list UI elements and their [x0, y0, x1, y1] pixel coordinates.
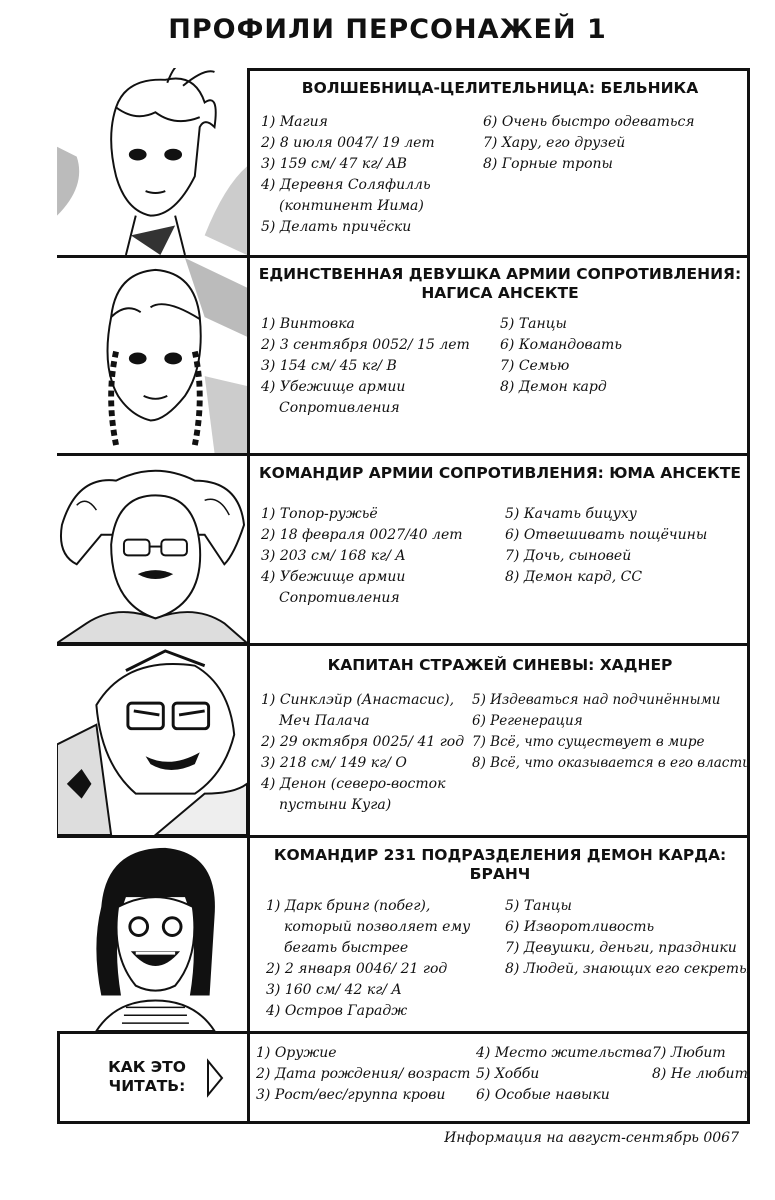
attribute-hobby: 5) Танцы [505, 898, 572, 914]
attribute-dislikes: 8) Демон кард [500, 379, 607, 395]
attribute-birthdate: 2) 29 октября 0025/ 41 год [261, 734, 465, 750]
attribute-dislikes: 8) Людей, знающих его секреты [505, 961, 751, 977]
legend-item: 5) Хобби [476, 1066, 540, 1082]
attributes-right [483, 112, 695, 175]
portrait-yuma [57, 456, 250, 643]
attribute-skill: 6) Командовать [500, 337, 622, 353]
profile-row-belnika [57, 68, 750, 258]
attribute-residence: 4) Остров Гарадж [266, 1003, 408, 1019]
legend-item: 6) Особые навыки [476, 1087, 610, 1103]
attribute-likes: 7) Дочь, сыновей [505, 548, 632, 564]
attribute-likes: 7) Хару, его друзей [483, 135, 626, 151]
attribute-stats: 3) 160 см/ 42 кг/ A [266, 982, 402, 998]
attributes-right [472, 690, 751, 774]
attributes-right [505, 504, 707, 588]
arrow-right-icon [205, 1058, 225, 1098]
legend-item: 4) Место жительства [476, 1045, 653, 1061]
attributes-right [500, 314, 622, 398]
attribute-likes: 7) Всё, что существует в мире [472, 734, 705, 750]
attribute-weapon: 1) Винтовка [261, 316, 355, 332]
attribute-skill: 6) Изворотливость [505, 919, 655, 935]
character-name: НАГИСА АНСЕКТЕ [421, 284, 579, 302]
legend-item: 8) Не любит [652, 1066, 748, 1082]
attribute-weapon-cont: Меч Палача [279, 713, 370, 729]
legend-label-line: КАК ЭТО [108, 1058, 186, 1076]
legend-row [57, 1034, 750, 1124]
legend-label-line: ЧИТАТЬ: [108, 1077, 186, 1095]
profile-row-branch [57, 838, 750, 1034]
portrait-belnika [57, 68, 250, 255]
attribute-hobby: 5) Танцы [500, 316, 567, 332]
attribute-residence-cont: (континент Иима) [279, 198, 424, 214]
info-yuma [250, 456, 750, 643]
attribute-stats: 3) 203 см/ 168 кг/ A [261, 548, 406, 564]
attribute-residence: 4) Убежище армии [261, 379, 406, 395]
info-branch [250, 838, 750, 1031]
attribute-birthdate: 2) 2 января 0046/ 21 год [266, 961, 448, 977]
attribute-hobby: 5) Делать причёски [261, 219, 412, 235]
attributes-left [261, 314, 470, 419]
profile-row-hadner [57, 646, 750, 838]
character-title: ЕДИНСТВЕННАЯ ДЕВУШКА АРМИИ СОПРОТИВЛЕНИЯ: [258, 265, 742, 283]
attribute-birthdate: 2) 3 сентября 0052/ 15 лет [261, 337, 470, 353]
character-title: КОМАНДИР АРМИИ СОПРОТИВЛЕНИЯ: ЮМА АНСЕКТЕ [258, 464, 742, 482]
legend-item: 1) Оружие [256, 1045, 337, 1061]
legend-item: 2) Дата рождения/ возраст [256, 1066, 471, 1082]
attribute-residence-cont: пустыни Куга) [279, 797, 392, 813]
attribute-residence: 4) Деревня Соляфилль [261, 177, 431, 193]
attributes-left [266, 896, 470, 1022]
attributes-left [261, 504, 463, 609]
attribute-dislikes: 8) Всё, что оказывается в его власти [472, 755, 751, 771]
character-title: КОМАНДИР 231 ПОДРАЗДЕЛЕНИЯ ДЕМОН КАРДА: [273, 846, 727, 864]
portrait-branch [57, 838, 250, 1031]
attribute-hobby: 5) Издеваться над подчинёнными [472, 692, 721, 708]
attribute-stats: 3) 218 см/ 149 кг/ O [261, 755, 407, 771]
legend-label-box [57, 1034, 250, 1124]
legend-col-3 [652, 1043, 748, 1085]
legend-col-2 [476, 1043, 652, 1106]
character-name: БРАНЧ [469, 865, 531, 883]
attribute-skill: 6) Очень быстро одеваться [483, 114, 695, 130]
attribute-dislikes: 8) Демон кард, СС [505, 569, 643, 585]
attribute-weapon-cont-2: бегать быстрее [284, 940, 409, 956]
attribute-weapon: 1) Магия [261, 114, 328, 130]
attribute-weapon: 1) Синклэйр (Анастасис), [261, 692, 455, 708]
page-title: ПРОФИЛИ ПЕРСОНАЖЕЙ 1 [168, 14, 607, 45]
legend-label [102, 1058, 192, 1096]
attribute-residence: 4) Убежище армии [261, 569, 406, 585]
attribute-likes: 7) Семью [500, 358, 570, 374]
attribute-skill: 6) Регенерация [472, 713, 583, 729]
profile-row-nagisa [57, 258, 750, 456]
profile-row-yuma [57, 456, 750, 646]
info-nagisa [250, 258, 750, 453]
attributes-right [505, 896, 750, 980]
attribute-birthdate: 2) 8 июля 0047/ 19 лет [261, 135, 435, 151]
attributes-left [261, 112, 435, 238]
footer-note: Информация на август-сентябрь 0067 [444, 1130, 739, 1146]
attribute-weapon: 1) Топор-ружьё [261, 506, 378, 522]
attribute-weapon: 1) Дарк бринг (побег), [266, 898, 431, 914]
character-title: КАПИТАН СТРАЖЕЙ СИНЕВЫ: ХАДНЕР [327, 656, 673, 674]
attribute-weapon-cont: который позволяет ему [284, 919, 471, 935]
legend-item: 7) Любит [652, 1045, 726, 1061]
attribute-skill: 6) Отвешивать пощёчины [505, 527, 708, 543]
attribute-likes: 7) Девушки, деньги, праздники [505, 940, 737, 956]
attributes-left [261, 690, 464, 816]
info-hadner [250, 646, 750, 835]
attribute-dislikes: 8) Горные тропы [483, 156, 613, 172]
attribute-residence: 4) Денон (северо-восток [261, 776, 446, 792]
character-title: ВОЛШЕБНИЦА-ЦЕЛИТЕЛЬНИЦА: БЕЛЬНИКА [301, 79, 699, 97]
legend-col-1 [256, 1043, 470, 1106]
attribute-stats: 3) 154 см/ 45 кг/ B [261, 358, 397, 374]
attribute-stats: 3) 159 см/ 47 кг/ AB [261, 156, 407, 172]
portrait-nagisa [57, 258, 250, 453]
attribute-residence-cont: Сопротивления [279, 400, 400, 416]
attribute-birthdate: 2) 18 февраля 0027/40 лет [261, 527, 463, 543]
info-belnika [250, 68, 750, 255]
attribute-residence-cont: Сопротивления [279, 590, 400, 606]
legend-item: 3) Рост/вес/группа крови [256, 1087, 446, 1103]
portrait-hadner [57, 646, 250, 835]
legend-info [250, 1034, 750, 1124]
attribute-hobby: 5) Качать бицуху [505, 506, 637, 522]
